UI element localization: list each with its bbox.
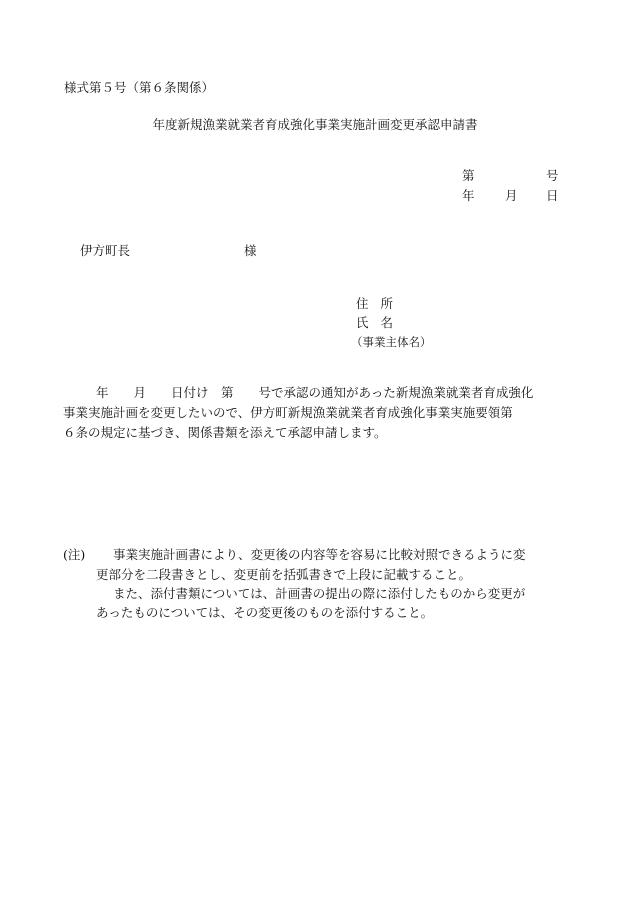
date-day-label: 日 bbox=[546, 188, 559, 203]
note-line-2: 更部分を二段書きとし、変更前を括弧書きで上段に記載すること。 bbox=[96, 567, 472, 582]
body-line-2: 事業実施計画を変更したいので、伊方町新規漁業就業者育成強化事業実施要領第 bbox=[63, 405, 513, 420]
doc-number-suffix: 号 bbox=[546, 168, 559, 183]
date-year-label: 年 bbox=[462, 188, 475, 203]
entity-name-label: （事業主体名） bbox=[351, 335, 432, 349]
note-line-4: あったものについては、その変更後のものを添付すること。 bbox=[96, 605, 434, 620]
recipient: 伊方町長 bbox=[80, 243, 131, 258]
document-title: 年度新規漁業就業者育成強化事業実施計画変更承認申請書 bbox=[152, 117, 478, 132]
address-label: 住所 bbox=[356, 296, 406, 311]
body-line-1: 年 月 日付け 第 号で承認の通知があった新規漁業就業者育成強化 bbox=[96, 385, 534, 400]
date-month-label: 月 bbox=[505, 188, 518, 203]
form-number: 様式第５号（第６条関係） bbox=[64, 80, 215, 95]
doc-number-prefix: 第 bbox=[462, 168, 475, 183]
honorific: 様 bbox=[244, 243, 257, 258]
note-line-1: 事業実施計画書により、変更後の内容等を容易に比較対照できるように変 bbox=[113, 547, 526, 562]
body-line-3: ６条の規定に基づき、関係書類を添えて承認申請します。 bbox=[63, 425, 387, 440]
name-label: 氏名 bbox=[356, 315, 406, 330]
note-line-3: また、添付書類については、計画書の提出の際に添付したものから変更が bbox=[113, 586, 526, 601]
note-label: (注) bbox=[63, 547, 86, 562]
